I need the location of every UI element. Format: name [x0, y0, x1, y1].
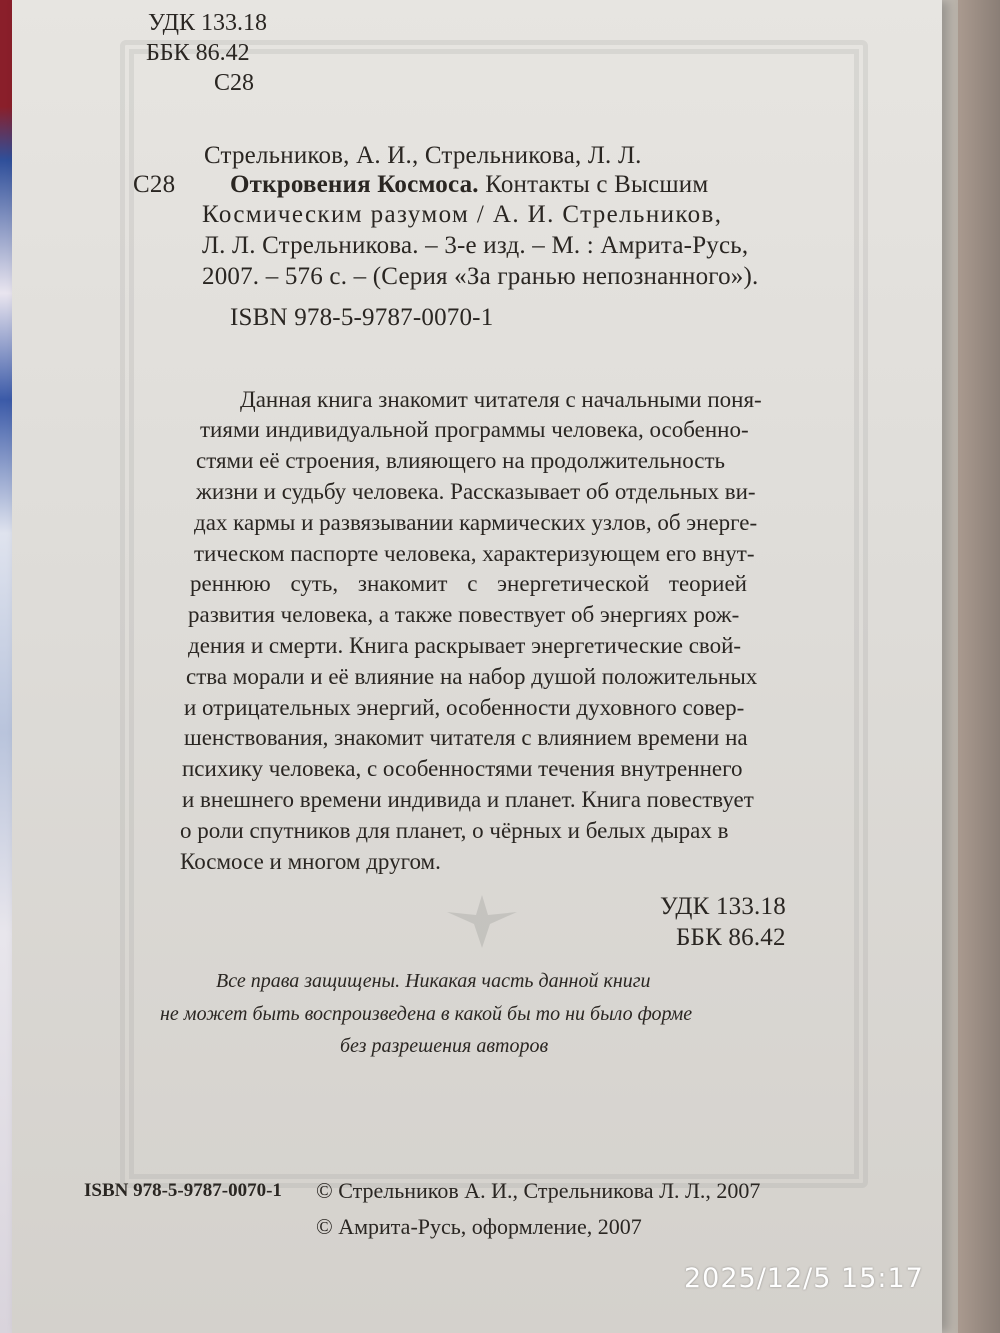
abstract-line: и внешнего времени индивида и планет. Книга повествует	[182, 787, 754, 812]
abstract-line: стями её строения, влияющего на продолжительность	[196, 448, 726, 473]
abstract-line: Данная книга знакомит читателя с начальными поня-	[240, 387, 762, 412]
abstract-line: тическом паспорте человека, характеризующем его внут-	[194, 541, 755, 566]
udk-top: УДК 133.18	[148, 10, 267, 36]
rights-line: без разрешения авторов	[340, 1035, 549, 1057]
abstract-line: реннюю суть, знакомит с энергетической теорией	[190, 571, 747, 596]
author-code-top: С28	[214, 70, 255, 96]
bib-line-3: Л. Л. Стрельникова. – 3-е изд. – М. : Амрита-Русь,	[202, 232, 749, 259]
abstract-line: тиями индивидуальной программы человека, особенно-	[200, 417, 749, 442]
rights-line: Все права защищены. Никакая часть данной книги	[216, 970, 651, 992]
abstract-line: Космосе и многом другом.	[180, 849, 441, 874]
bib-line-2: Космическим разумом / А. И. Стрельников,	[202, 201, 723, 228]
isbn-line: ISBN 978-5-9787-0070-1	[230, 304, 494, 331]
show-through-emblem-icon	[442, 890, 522, 950]
abstract-line: жизни и судьбу человека. Рассказывает об отдельных ви-	[196, 479, 756, 504]
book-title-line	[230, 171, 708, 199]
rights-line: не может быть воспроизведена в какой бы то ни было форме	[160, 1003, 693, 1025]
photo-timestamp: 2025/12/5 15:17	[684, 1263, 924, 1294]
bbk-top: ББК 86.42	[146, 40, 250, 66]
page-edge	[940, 0, 958, 1333]
udk-bottom: УДК 133.18	[660, 893, 786, 920]
abstract-line: развития человека, а также повествует об энергиях рож-	[188, 602, 740, 627]
abstract-line: шенствования, знакомит читателя с влиянием времени на	[184, 725, 748, 750]
bbk-bottom: ББК 86.42	[676, 924, 786, 951]
author-code: С28	[133, 171, 176, 198]
isbn-bottom: ISBN 978-5-9787-0070-1	[84, 1180, 282, 1201]
abstract-line: и отрицательных энергий, особенности духовного совер-	[184, 695, 745, 720]
book-title: Откровения Космоса.	[230, 171, 479, 198]
abstract-line: дения и смерти. Книга раскрывает энергетические свой-	[188, 633, 742, 658]
copyright-publisher: © Амрита-Русь, оформление, 2007	[316, 1214, 642, 1239]
abstract-line: ства морали и её влияние на набор душой положительных	[186, 664, 758, 689]
abstract-line: дах кармы и развязывании кармических узлов, об энерге-	[194, 510, 758, 535]
abstract-line: о роли спутников для планет, о чёрных и белых дырах в	[180, 818, 729, 843]
copyright-authors: © Стрельников А. И., Стрельникова Л. Л., 2007	[316, 1178, 761, 1203]
abstract-line: психику человека, с особенностями течения внутреннего	[182, 756, 743, 781]
book-subtitle-start: Контакты с Высшим	[485, 171, 709, 198]
authors-line: Стрельников, А. И., Стрельникова, Л. Л.	[204, 142, 642, 169]
bib-line-4: 2007. – 576 с. – (Серия «За гранью непознанного»).	[202, 263, 759, 290]
